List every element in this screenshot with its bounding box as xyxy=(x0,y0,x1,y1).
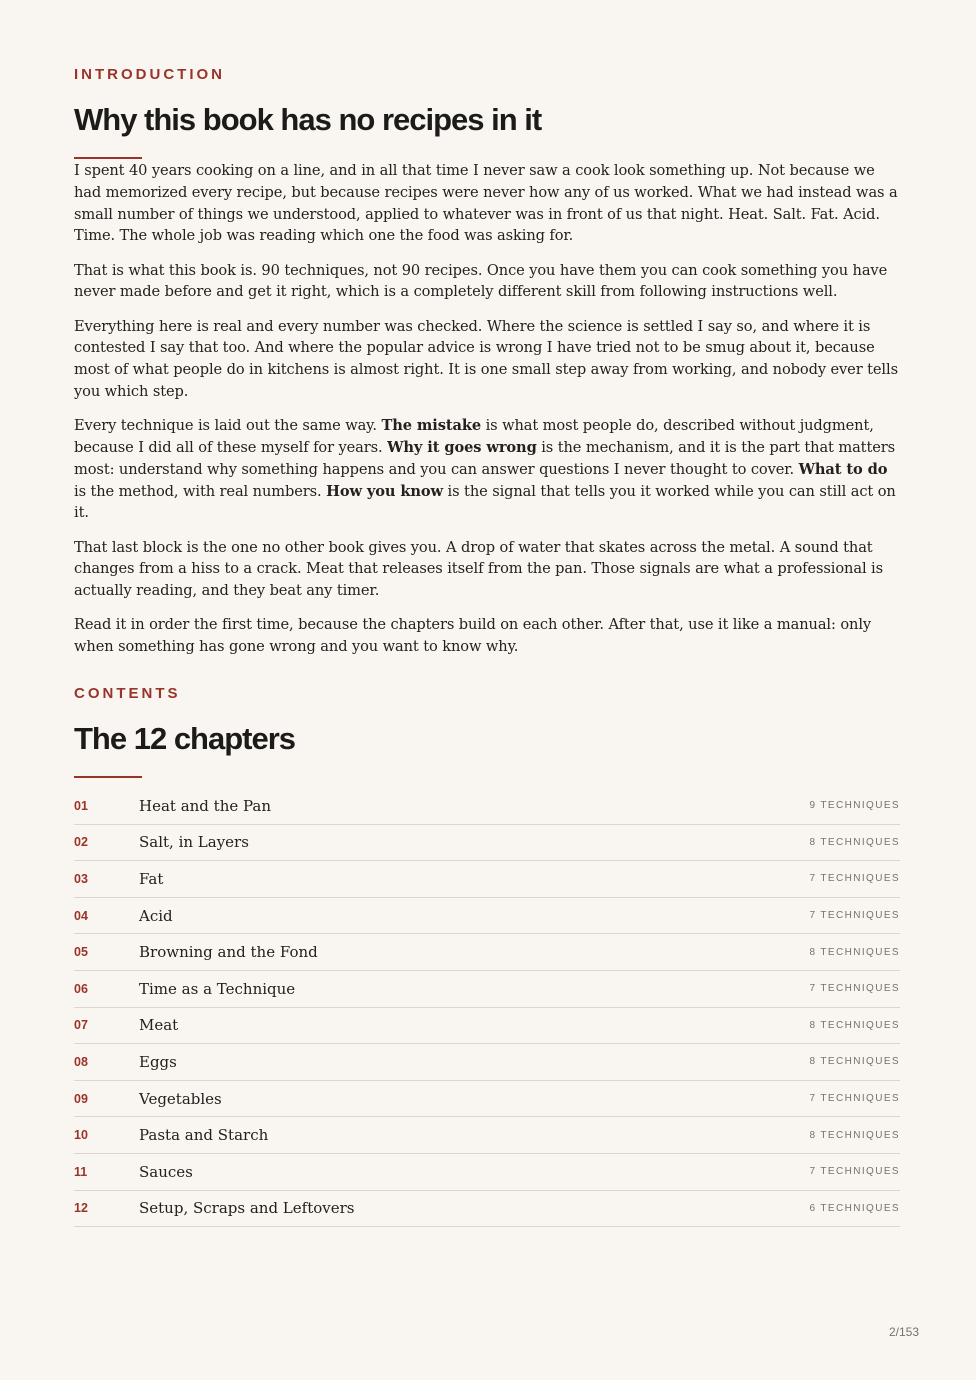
toc-row-06[interactable] xyxy=(74,971,900,1008)
chapter-number: 03 xyxy=(74,871,88,886)
technique-count: 9 TECHNIQUES xyxy=(809,800,900,812)
technique-count: 7 TECHNIQUES xyxy=(809,983,900,995)
chapter-title: Vegetables xyxy=(139,1089,222,1108)
contents-title-rule xyxy=(74,776,142,778)
chapter-title: Acid xyxy=(139,906,173,925)
chapter-number: 12 xyxy=(74,1201,88,1216)
intro-paragraph-5: That last block is the one no other book gives you. A drop of water that skates across the metal. A sound that changes from a hiss to a crack. Meat that releases itself from the pan. Those signals are what a professional is actually reading, and they beat any timer. xyxy=(74,538,884,600)
contents-title: The 12 chapters xyxy=(74,721,296,756)
technique-count: 8 TECHNIQUES xyxy=(809,1056,900,1068)
technique-count: 7 TECHNIQUES xyxy=(809,1093,900,1105)
toc-row-07[interactable] xyxy=(74,1008,900,1045)
table-of-contents xyxy=(74,788,900,1227)
p4-bold-why: Why it goes wrong xyxy=(387,438,537,456)
chapter-title: Heat and the Pan xyxy=(139,796,272,815)
chapter-number: 09 xyxy=(74,1091,88,1106)
technique-count: 8 TECHNIQUES xyxy=(809,836,900,848)
chapter-number: 11 xyxy=(74,1164,88,1179)
chapter-number: 06 xyxy=(74,981,88,996)
technique-count: 8 TECHNIQUES xyxy=(809,1129,900,1141)
toc-row-03[interactable] xyxy=(74,861,900,898)
p4-text-3: is the method, with real numbers. xyxy=(74,482,327,500)
intro-paragraph-1: I spent 40 years cooking on a line, and in all that time I never saw a cook look something up. Not because we had memorized every recipe, but because recipes were never how any of us worked. What we had instead was a small number of things we understood, applied to whatever was in front of us that night. Heat. Salt. Fat. Acid. Time. The whole job was reading which one the food was asking for. xyxy=(74,162,898,245)
intro-paragraph-4 xyxy=(74,415,900,524)
chapter-title: Meat xyxy=(139,1016,179,1035)
intro-kicker: INTRODUCTION xyxy=(74,66,225,83)
contents-kicker: CONTENTS xyxy=(74,685,181,702)
chapter-number: 08 xyxy=(74,1054,88,1069)
chapter-title: Salt, in Layers xyxy=(139,833,249,852)
p4-lead: Every technique is laid out the same way. xyxy=(74,417,382,435)
p4-bold-what: What to do xyxy=(798,460,888,478)
technique-count: 8 TECHNIQUES xyxy=(809,946,900,958)
toc-row-11[interactable] xyxy=(74,1154,900,1191)
p4-text-2: is the mechanism, and it is the part that matters most: understand why something happens and you can answer questions I never thought to cover. xyxy=(74,438,896,478)
p4-text-4: is the signal that tells you it worked while you can still act on it. xyxy=(74,482,896,522)
chapter-number: 04 xyxy=(74,908,88,923)
page-number: 2/153 xyxy=(888,1325,919,1339)
toc-row-02[interactable] xyxy=(74,825,900,862)
toc-row-01[interactable] xyxy=(74,788,900,825)
intro-paragraph-2: That is what this book is. 90 techniques, not 90 recipes. Once you have them you can cook something you have never made before and get it right, which is a completely different skill from following instructions well. xyxy=(74,261,888,301)
chapter-title: Setup, Scraps and Leftovers xyxy=(139,1199,355,1218)
toc-row-10[interactable] xyxy=(74,1117,900,1154)
technique-count: 6 TECHNIQUES xyxy=(809,1202,900,1214)
technique-count: 7 TECHNIQUES xyxy=(809,873,900,885)
p4-text-1: is what most people do, described without judgment, because I did all of these myself for years. xyxy=(74,417,874,456)
chapter-title: Eggs xyxy=(139,1052,177,1071)
intro-title-rule xyxy=(74,157,142,159)
intro-paragraph-6: Read it in order the first time, because the chapters build on each other. After that, use it like a manual: only when something has gone wrong and you want to know why. xyxy=(74,616,872,656)
chapter-number: 01 xyxy=(74,798,88,813)
chapter-title: Time as a Technique xyxy=(139,979,296,998)
chapter-number: 07 xyxy=(74,1018,88,1033)
toc-row-09[interactable] xyxy=(74,1081,900,1118)
chapter-number: 05 xyxy=(74,945,88,960)
toc-row-05[interactable] xyxy=(74,934,900,971)
chapter-number: 10 xyxy=(74,1128,88,1143)
chapter-title: Fat xyxy=(139,869,164,888)
intro-paragraph-3: Everything here is real and every number was checked. Where the science is settled I say so, and where it is contested I say that too. And where the popular advice is wrong I have tried not to be smug about it, because most of what people do in kitchens is almost right. It is one small step away from working, and nobody ever tells you which step. xyxy=(74,317,898,400)
intro-body xyxy=(74,160,900,670)
p4-bold-mistake: The mistake xyxy=(381,417,482,435)
technique-count: 7 TECHNIQUES xyxy=(809,1166,900,1178)
toc-row-08[interactable] xyxy=(74,1044,900,1081)
chapter-title: Pasta and Starch xyxy=(139,1126,269,1145)
chapter-number: 02 xyxy=(74,835,88,850)
chapter-title: Browning and the Fond xyxy=(139,943,318,962)
technique-count: 7 TECHNIQUES xyxy=(809,910,900,922)
intro-title: Why this book has no recipes in it xyxy=(74,102,542,137)
technique-count: 8 TECHNIQUES xyxy=(809,1019,900,1031)
toc-row-04[interactable] xyxy=(74,898,900,935)
toc-row-12[interactable] xyxy=(74,1191,900,1228)
p4-bold-how: How you know xyxy=(326,482,444,500)
chapter-title: Sauces xyxy=(139,1162,193,1181)
